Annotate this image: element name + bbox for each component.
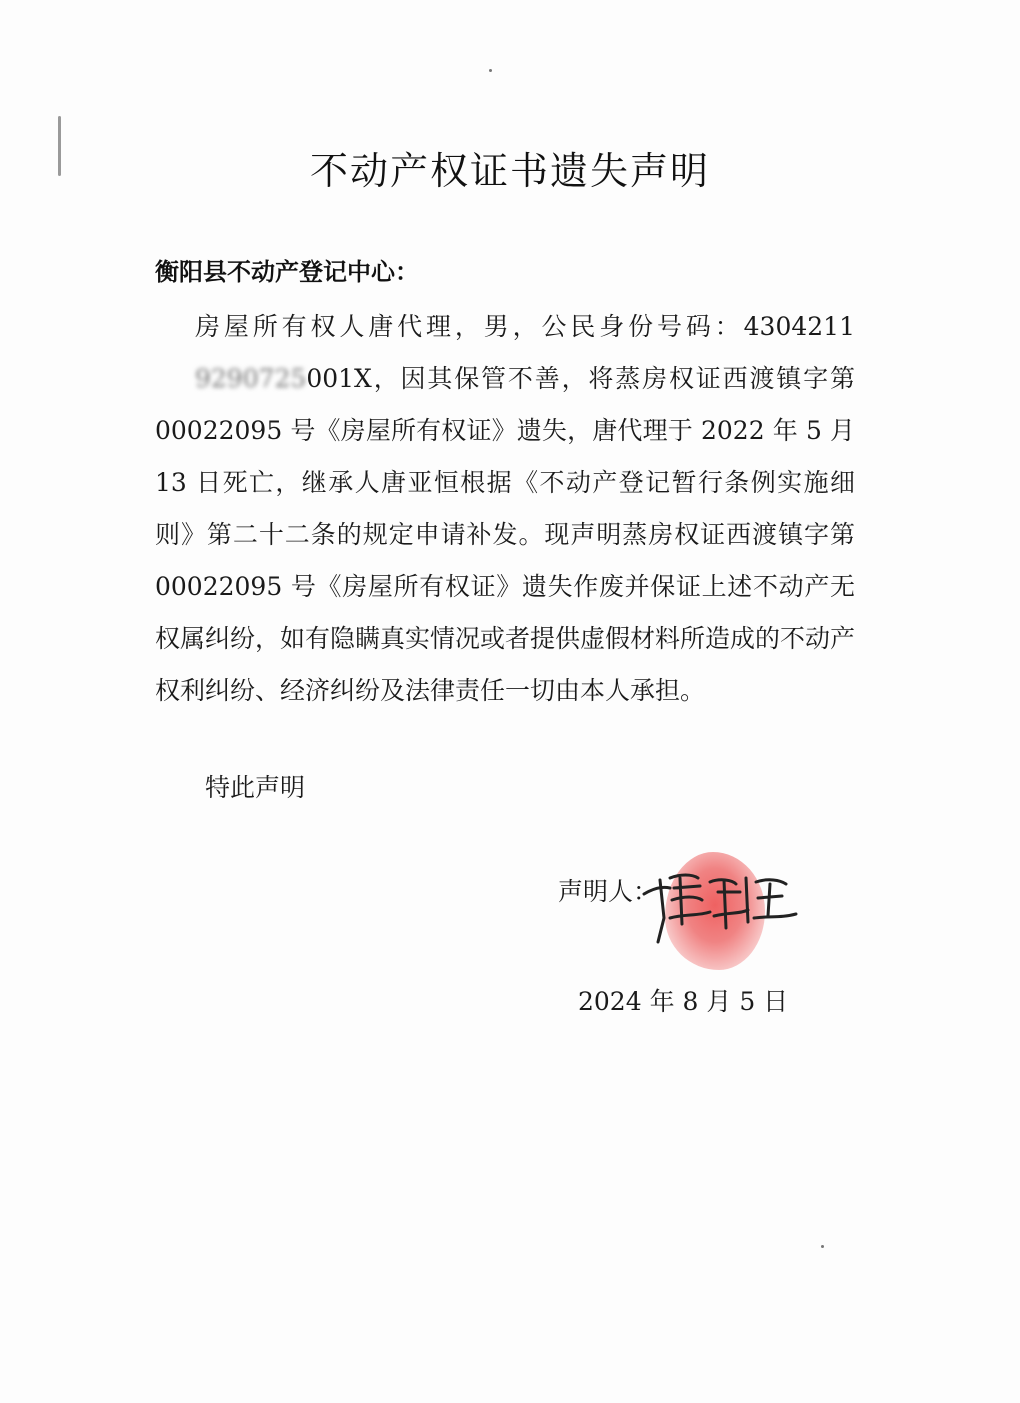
id-number-start: 4304211: [743, 312, 855, 341]
statement-text: ，因其保管不善，将蒸房权证西渡镇字第 00022095 号《房屋所有权证》遗失，唐代理于 2022 年 5 月 13 日死亡，继承人唐亚恒根据《不动产登记暂行条例实施细则》第二十二条的规定申请补发。现声明蒸房权证西渡镇字第 00022095 号《房屋所有权证》遗失作废并保证上述不动产无权属纠纷，如有隐瞒真实情况或者提供虚假材料所造成的不动产权利纠纷、经济纠纷及法律责任一切由本人承担。: [155, 364, 856, 705]
page-title: 不动产权证书遗失声明: [309, 149, 710, 193]
statement-body: [155, 301, 855, 717]
intro-text: 房屋所有权人唐代理，男，公民身份号码：: [195, 312, 744, 341]
addressee: 衡阳县不动产登记中心：: [155, 258, 419, 286]
closing-phrase: 特此声明: [205, 773, 306, 802]
declaration-date: 2024 年 8 月 5 日: [578, 987, 789, 1016]
statement-paragraph: [155, 301, 855, 717]
declarant-label: 声明人：: [558, 877, 659, 906]
id-number-end: 001X: [306, 364, 372, 393]
id-number-redacted: 9290725: [195, 364, 307, 393]
handwritten-signature: [640, 858, 800, 948]
scan-speck: [821, 1245, 824, 1248]
scan-speck: [489, 69, 492, 72]
